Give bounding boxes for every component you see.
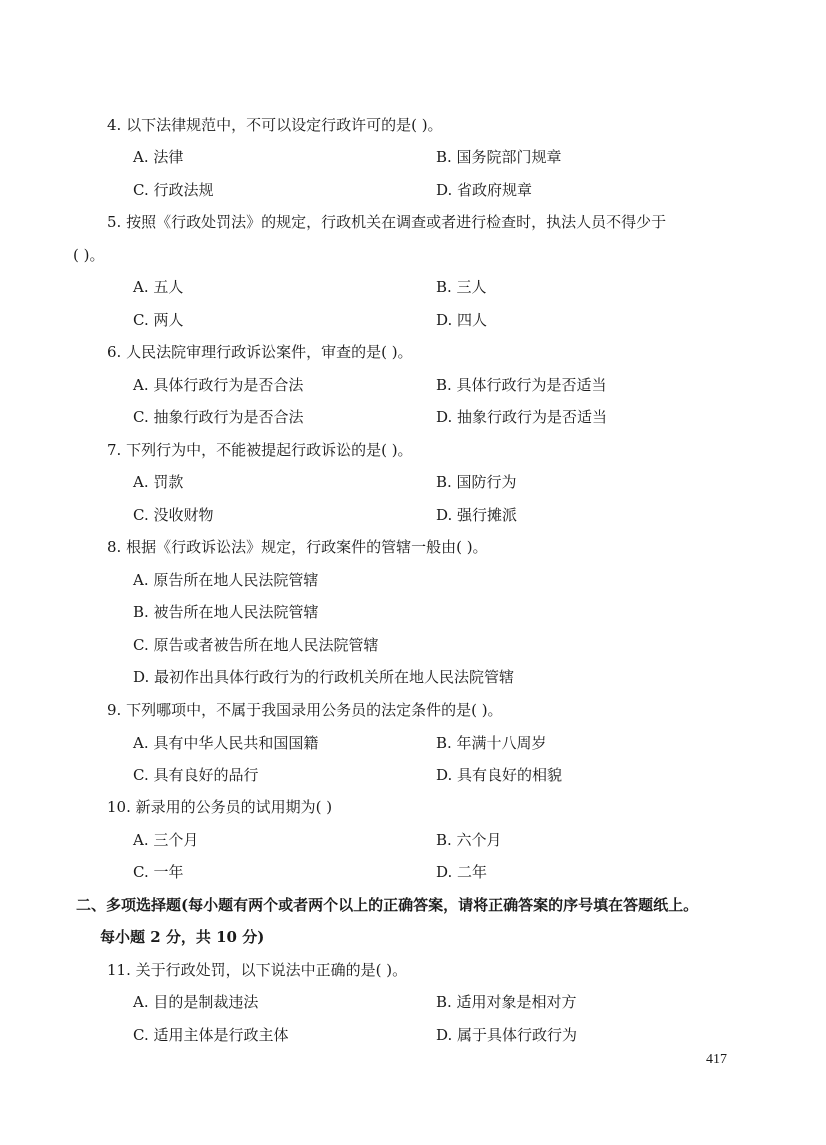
question-11-option-c: C. 适用主体是行政主体 bbox=[133, 1026, 289, 1044]
question-5-option-c: C. 两人 bbox=[133, 311, 184, 329]
question-10-option-b: B. 六个月 bbox=[436, 831, 502, 849]
question-11-option-d: D. 属于具体行政行为 bbox=[436, 1026, 578, 1044]
question-6-stem: 6. 人民法院审理行政诉讼案件，审查的是( )。 bbox=[107, 343, 413, 361]
question-8-option-a: A. 原告所在地人民法院管辖 bbox=[133, 571, 319, 589]
question-6-option-c: C. 抽象行政行为是否合法 bbox=[133, 408, 304, 426]
question-11-option-a: A. 目的是制裁违法 bbox=[133, 993, 259, 1011]
question-10-stem: 10. 新录用的公务员的试用期为( ) bbox=[107, 798, 333, 816]
question-5-option-b: B. 三人 bbox=[436, 278, 487, 296]
question-5-option-a: A. 五人 bbox=[133, 278, 184, 296]
question-7-option-c: C. 没收财物 bbox=[133, 506, 214, 524]
section-2-heading-continued: 每小题 2 分，共 10 分) bbox=[100, 928, 265, 946]
question-11-option-b: B. 适用对象是相对方 bbox=[436, 993, 577, 1011]
question-4-option-c: C. 行政法规 bbox=[133, 181, 214, 199]
question-11-stem: 11. 关于行政处罚，以下说法中正确的是( )。 bbox=[107, 961, 408, 979]
question-4-option-a: A. 法律 bbox=[133, 148, 184, 166]
question-5-stem: 5. 按照《行政处罚法》的规定，行政机关在调查或者进行检查时，执法人员不得少于 bbox=[107, 213, 667, 231]
question-6-option-b: B. 具体行政行为是否适当 bbox=[436, 376, 607, 394]
question-6-option-d: D. 抽象行政行为是否适当 bbox=[436, 408, 608, 426]
question-9-option-c: C. 具有良好的品行 bbox=[133, 766, 259, 784]
question-4-option-b: B. 国务院部门规章 bbox=[436, 148, 562, 166]
question-7-option-a: A. 罚款 bbox=[133, 473, 184, 491]
question-7-option-b: B. 国防行为 bbox=[436, 473, 517, 491]
question-7-stem: 7. 下列行为中，不能被提起行政诉讼的是( )。 bbox=[107, 441, 413, 459]
question-9-option-a: A. 具有中华人民共和国国籍 bbox=[133, 734, 319, 752]
question-4-option-d: D. 省政府规章 bbox=[436, 181, 533, 199]
question-10-option-a: A. 三个月 bbox=[133, 831, 199, 849]
question-8-option-d: D. 最初作出具体行政行为的行政机关所在地人民法院管辖 bbox=[133, 668, 515, 686]
question-7-option-d: D. 强行摊派 bbox=[436, 506, 518, 524]
question-5-stem-continued: ( )。 bbox=[73, 246, 105, 264]
question-8-stem: 8. 根据《行政诉讼法》规定，行政案件的管辖一般由( )。 bbox=[107, 538, 488, 556]
question-5-option-d: D. 四人 bbox=[436, 311, 488, 329]
question-10-option-d: D. 二年 bbox=[436, 863, 488, 881]
question-6-option-a: A. 具体行政行为是否合法 bbox=[133, 376, 304, 394]
question-4-stem: 4. 以下法律规范中，不可以设定行政许可的是( )。 bbox=[107, 116, 443, 134]
page-number: 417 bbox=[706, 1052, 727, 1067]
section-2-heading: 二、多项选择题(每小题有两个或者两个以上的正确答案，请将正确答案的序号填在答题纸上。 bbox=[76, 896, 699, 914]
question-8-option-b: B. 被告所在地人民法院管辖 bbox=[133, 603, 319, 621]
question-9-stem: 9. 下列哪项中，不属于我国录用公务员的法定条件的是( )。 bbox=[107, 701, 503, 719]
question-10-option-c: C. 一年 bbox=[133, 863, 184, 881]
question-9-option-d: D. 具有良好的相貌 bbox=[436, 766, 563, 784]
question-8-option-c: C. 原告或者被告所在地人民法院管辖 bbox=[133, 636, 379, 654]
question-9-option-b: B. 年满十八周岁 bbox=[436, 734, 547, 752]
